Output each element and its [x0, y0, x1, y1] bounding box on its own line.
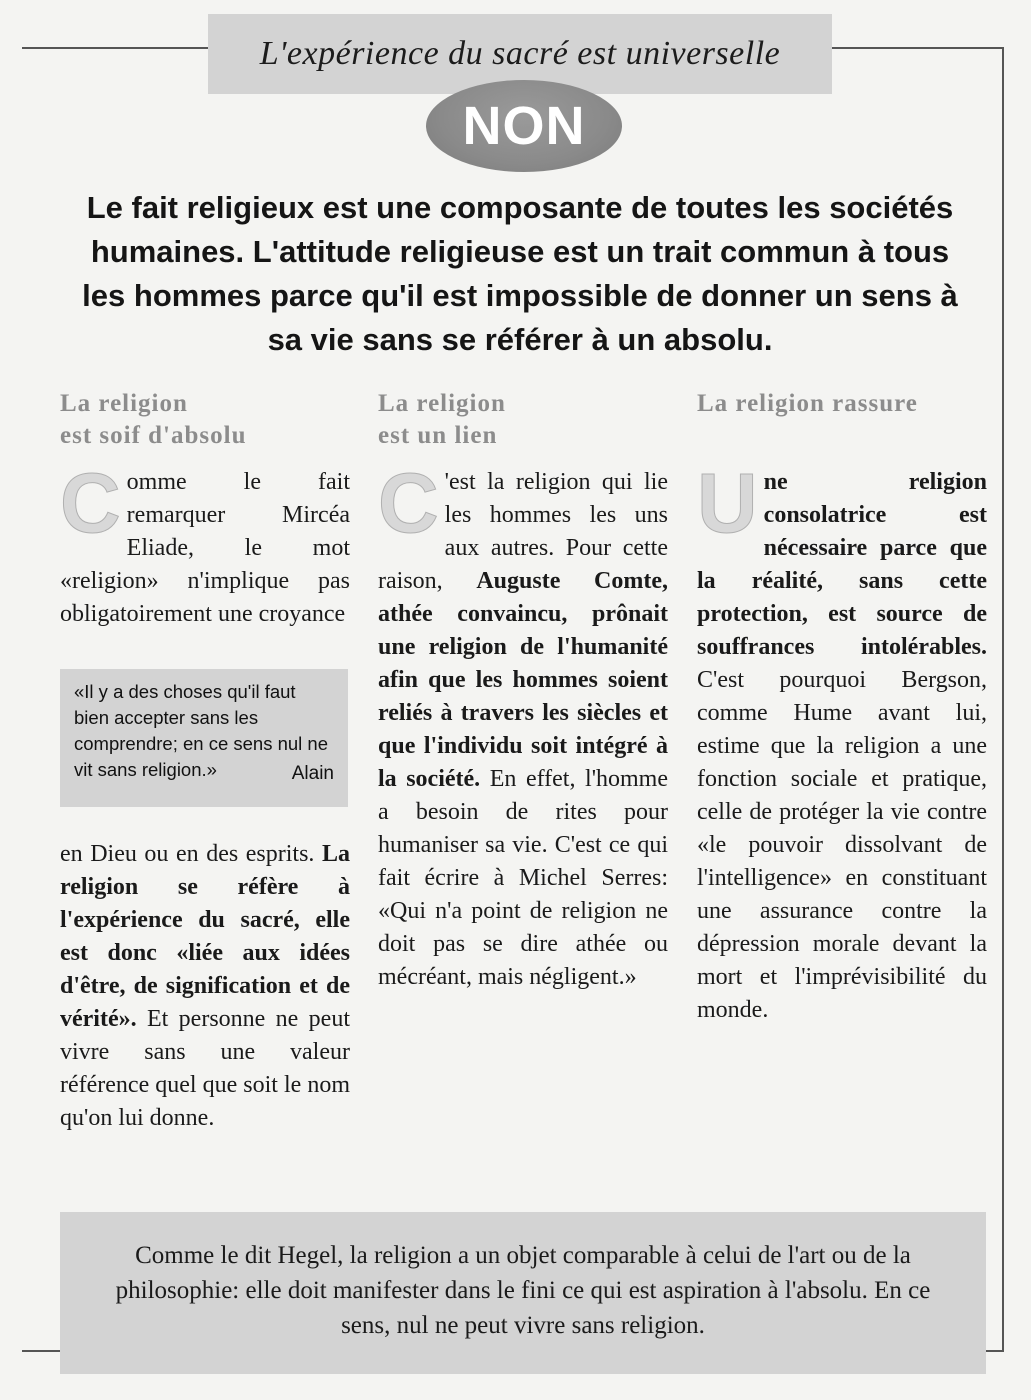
column-heading: La religion est un lien	[378, 390, 506, 449]
quote-author: Alain	[291, 763, 334, 784]
frame-bottom-right-line	[986, 1350, 1004, 1352]
column-heading: La religion rassure	[697, 390, 918, 417]
frame-bottom-left-line	[22, 1350, 60, 1352]
non-badge: NON	[426, 80, 622, 172]
conclusion-text: Comme le dit Hegel, la religion a un objet comparable à celui de l'art ou de la philosophie: elle doit manifester dans le fini ce qui est aspiration à l'absolu. En ce sens, nul ne peut vivre sans religion.	[115, 1242, 931, 1339]
dropcap-c: C	[60, 466, 121, 550]
quote-text: «Il y a des choses qu'il faut bien accepter sans les comprendre; en ce sens nul ne vit sans religion.»	[74, 681, 329, 780]
column-paragraph: C 'est la religion qui lie les hommes les uns aux autres. Pour cette raison, Auguste Comte, athée convaincu, prônait une religion de l'humanité afin que les hommes soient reliés à travers les siècles et que l'individu soit intégré à la société. En effet, l'homme a besoin de rites pour humaniser sa vie. C'est ce qui fait écrire à Michel Serres: «Qui n'a point de religion ne doit pas se dire athée ou mécréant, mais négligent.»	[378, 456, 669, 990]
dropcap-c: C	[378, 456, 439, 550]
dropcap-u: U	[697, 456, 758, 550]
thesis-statement: Le fait religieux est une composante de toutes les sociétés humaines. L'attitude religieuse est un trait commun à tous les hommes parce qu'il est impossible de donner un sens à sa vie sans se référer à un absolu.	[82, 190, 958, 357]
frame-right-line	[1002, 47, 1004, 1350]
page-title: L'expérience du sacré est universelle	[208, 14, 832, 94]
quote-box	[60, 669, 348, 807]
column-heading: La religion est soif d'absolu	[60, 390, 247, 449]
frame-top-left-line	[22, 47, 208, 49]
column-soif-absolu-continued	[60, 838, 350, 1135]
column-paragraph: Comme le fait remarquer Mircéa Eliade, le mot «religion» n'implique pas obligatoirement une croyance	[60, 466, 350, 627]
frame-top-right-line	[832, 47, 1004, 49]
column-lien	[378, 388, 668, 994]
column-paragraph: Une religion consolatrice est nécessaire parce que la réalité, sans cette protection, est source de souffrances intolérables. C'est pourquoi Bergson, comme Hume avant lui, estime que la religion a une fonction sociale et pratique, celle de protéger la vie contre «le pouvoir dissolvant de l'intelligence» en constituant une assurance contre la dépression morale devant la mort et l'imprévisibilité du monde.	[697, 456, 987, 1023]
conclusion-box	[60, 1212, 986, 1374]
column-rassure	[697, 388, 987, 1027]
column-soif-absolu	[60, 388, 350, 636]
column-paragraph: en Dieu ou en des esprits. La religion se réfère à l'expérience du sacré, elle est donc «liée aux idées d'être, de signification et de vérité». Et personne ne peut vivre sans une valeur référence quel que soit le nom qu'on lui donne.	[60, 841, 350, 1131]
